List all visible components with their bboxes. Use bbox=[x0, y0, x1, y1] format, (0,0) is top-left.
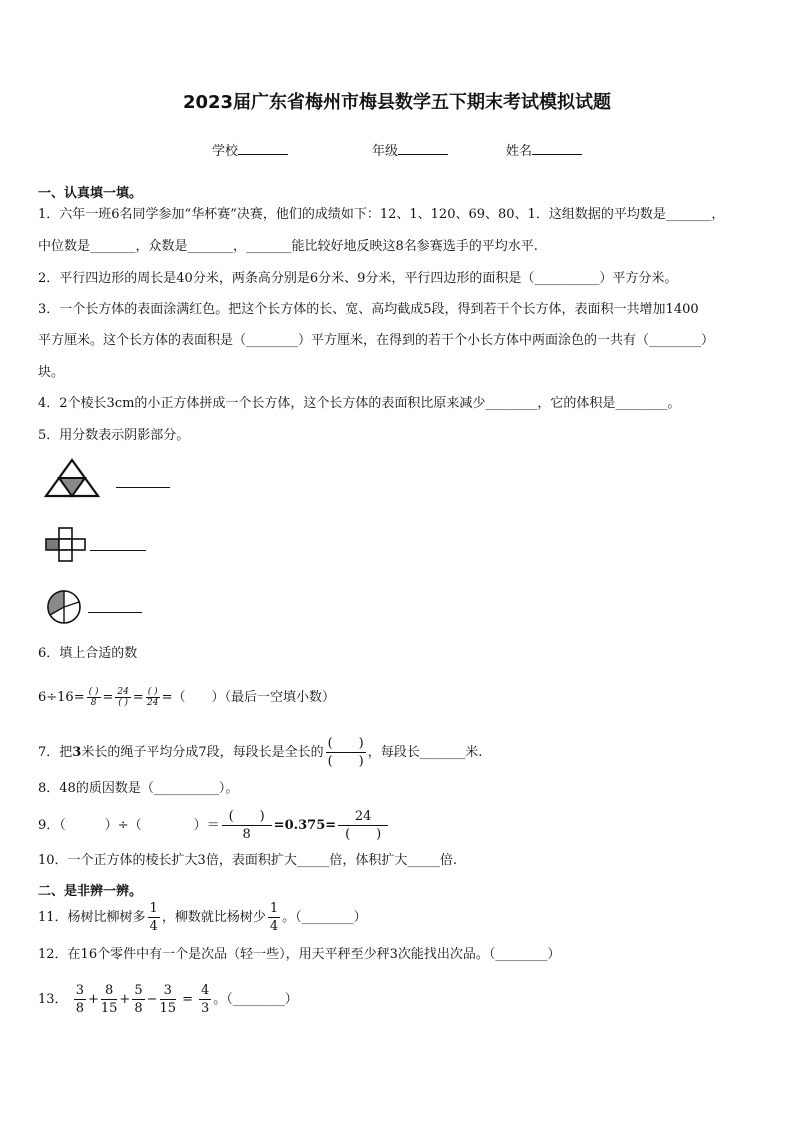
question-1-line-1: 1．六年一班6名同学参加“华杯赛”决赛，他们的成绩如下：12、1、120、69、80、1．这组数据的平均数是_______， bbox=[38, 207, 725, 222]
q13-fraction-1: $\frac{3}{8}$ bbox=[75, 983, 84, 1016]
question-5: 5．用分数表示阴影部分。 bbox=[38, 428, 190, 443]
question-6-expression bbox=[38, 687, 335, 708]
q11-prefix: 11．杨树比柳树多 bbox=[38, 910, 146, 925]
answer-line-cross bbox=[90, 550, 146, 551]
q11-suffix: 。（________） bbox=[282, 910, 367, 925]
question-7 bbox=[38, 735, 482, 770]
q13-op-1: + bbox=[87, 992, 99, 1007]
q13-op-2: + bbox=[119, 992, 131, 1007]
question-3-line-1: 3．一个长方体的表面涂满红色。把这个长方体的长、宽、高均截成5段，得到若干个长方体，表面积一共增加1400 bbox=[38, 302, 699, 317]
question-10: 10．一个正方体的棱长扩大3倍，表面积扩大_____倍，体积扩大_____倍. bbox=[38, 853, 457, 868]
grade-blank bbox=[398, 142, 448, 155]
question-8: 8．48的质因数是（__________）。 bbox=[38, 781, 239, 796]
name-field bbox=[506, 142, 582, 160]
q11-fraction-1: $\frac{1}{4}$ bbox=[149, 901, 158, 934]
q6-eq-2: = bbox=[132, 690, 144, 705]
q6-fraction-1: $\frac{( )}{8}$ bbox=[88, 687, 99, 708]
q9-prefix: 9．（ ）÷（ ）＝ bbox=[38, 818, 220, 833]
q11-mid: ，柳数就比杨树少 bbox=[161, 910, 266, 925]
q13-label: 13． bbox=[38, 992, 68, 1007]
question-13 bbox=[38, 982, 298, 1017]
cross-net-figure bbox=[44, 526, 88, 562]
question-3-line-2: 平方厘米。这个长方体的表面积是（________）平方厘米，在得到的若干个小长方体中两面涂色的一共有（________） bbox=[38, 333, 715, 348]
question-6-label: 6．填上合适的数 bbox=[38, 646, 138, 661]
q7-fraction: $\frac{( )}{( )}$ bbox=[327, 736, 364, 769]
school-blank bbox=[238, 142, 288, 155]
q7-suffix: ，每段长_______米. bbox=[367, 745, 483, 760]
page-title: 2023届广东省梅州市梅县数学五下期末考试模拟试题 bbox=[182, 92, 612, 113]
section-2-heading: 二、是非辨一辨。 bbox=[38, 884, 143, 899]
q6-fraction-2: $\frac{24}{( )}$ bbox=[117, 687, 129, 708]
q13-fraction-2: $\frac{8}{15}$ bbox=[100, 983, 118, 1016]
question-11 bbox=[38, 900, 367, 935]
question-1-line-2: 中位数是_______，众数是_______，_______能比较好地反映这8名参赛选手的平均水平. bbox=[38, 239, 538, 254]
q13-suffix: 。（________） bbox=[213, 992, 298, 1007]
q7-number: 3 bbox=[72, 745, 82, 760]
q9-fraction-1: $\frac{( )}{8}$ bbox=[222, 808, 272, 843]
question-12: 12．在16个零件中有一个是次品（轻一些），用天平秤至少秤3次能找出次品。（________） bbox=[38, 947, 561, 962]
q13-op-3: − bbox=[146, 992, 158, 1007]
q13-fraction-4: $\frac{3}{15}$ bbox=[159, 983, 177, 1016]
q13-fraction-5: $\frac{4}{3}$ bbox=[200, 983, 210, 1016]
q9-fraction-2: $\frac{24}{( )}$ bbox=[338, 808, 388, 843]
question-4: 4．2个棱长3cm的小正方体拼成一个长方体，这个长方体的表面积比原来减少________，它的体积是________。 bbox=[38, 396, 681, 411]
q13-op-4: = bbox=[182, 992, 193, 1007]
q13-fraction-3: $\frac{5}{8}$ bbox=[134, 983, 143, 1016]
q9-mid: =0.375= bbox=[273, 818, 337, 833]
triangle-figure bbox=[44, 458, 100, 500]
question-2: 2．平行四边形的周长是40分米，两条高分别是6分米、9分米，平行四边形的面积是（__________）平方分米。 bbox=[38, 271, 678, 286]
question-3-line-3: 块。 bbox=[38, 365, 65, 380]
grade-label: 年级 bbox=[372, 144, 399, 159]
question-9 bbox=[38, 808, 390, 843]
q6-suffix: =（ ）（最后一空填小数） bbox=[161, 690, 336, 705]
name-label: 姓名 bbox=[506, 144, 533, 159]
circle-figure bbox=[42, 589, 86, 625]
q6-eq-1: = bbox=[102, 690, 114, 705]
name-blank bbox=[532, 142, 582, 155]
school-field bbox=[212, 142, 288, 160]
answer-line-circle bbox=[88, 612, 142, 613]
grade-field bbox=[372, 142, 448, 160]
q6-prefix: 6÷16= bbox=[38, 690, 85, 705]
school-label: 学校 bbox=[212, 144, 239, 159]
section-1-heading: 一、认真填一填。 bbox=[38, 186, 143, 201]
answer-line-triangle bbox=[116, 487, 170, 488]
q6-fraction-3: $\frac{( )}{24}$ bbox=[146, 687, 159, 708]
q7-prefix: 7．把 bbox=[38, 745, 73, 760]
q7-mid: 米长的绳子平均分成7段，每段长是全长的 bbox=[81, 745, 324, 760]
q11-fraction-2: $\frac{1}{4}$ bbox=[269, 901, 279, 934]
